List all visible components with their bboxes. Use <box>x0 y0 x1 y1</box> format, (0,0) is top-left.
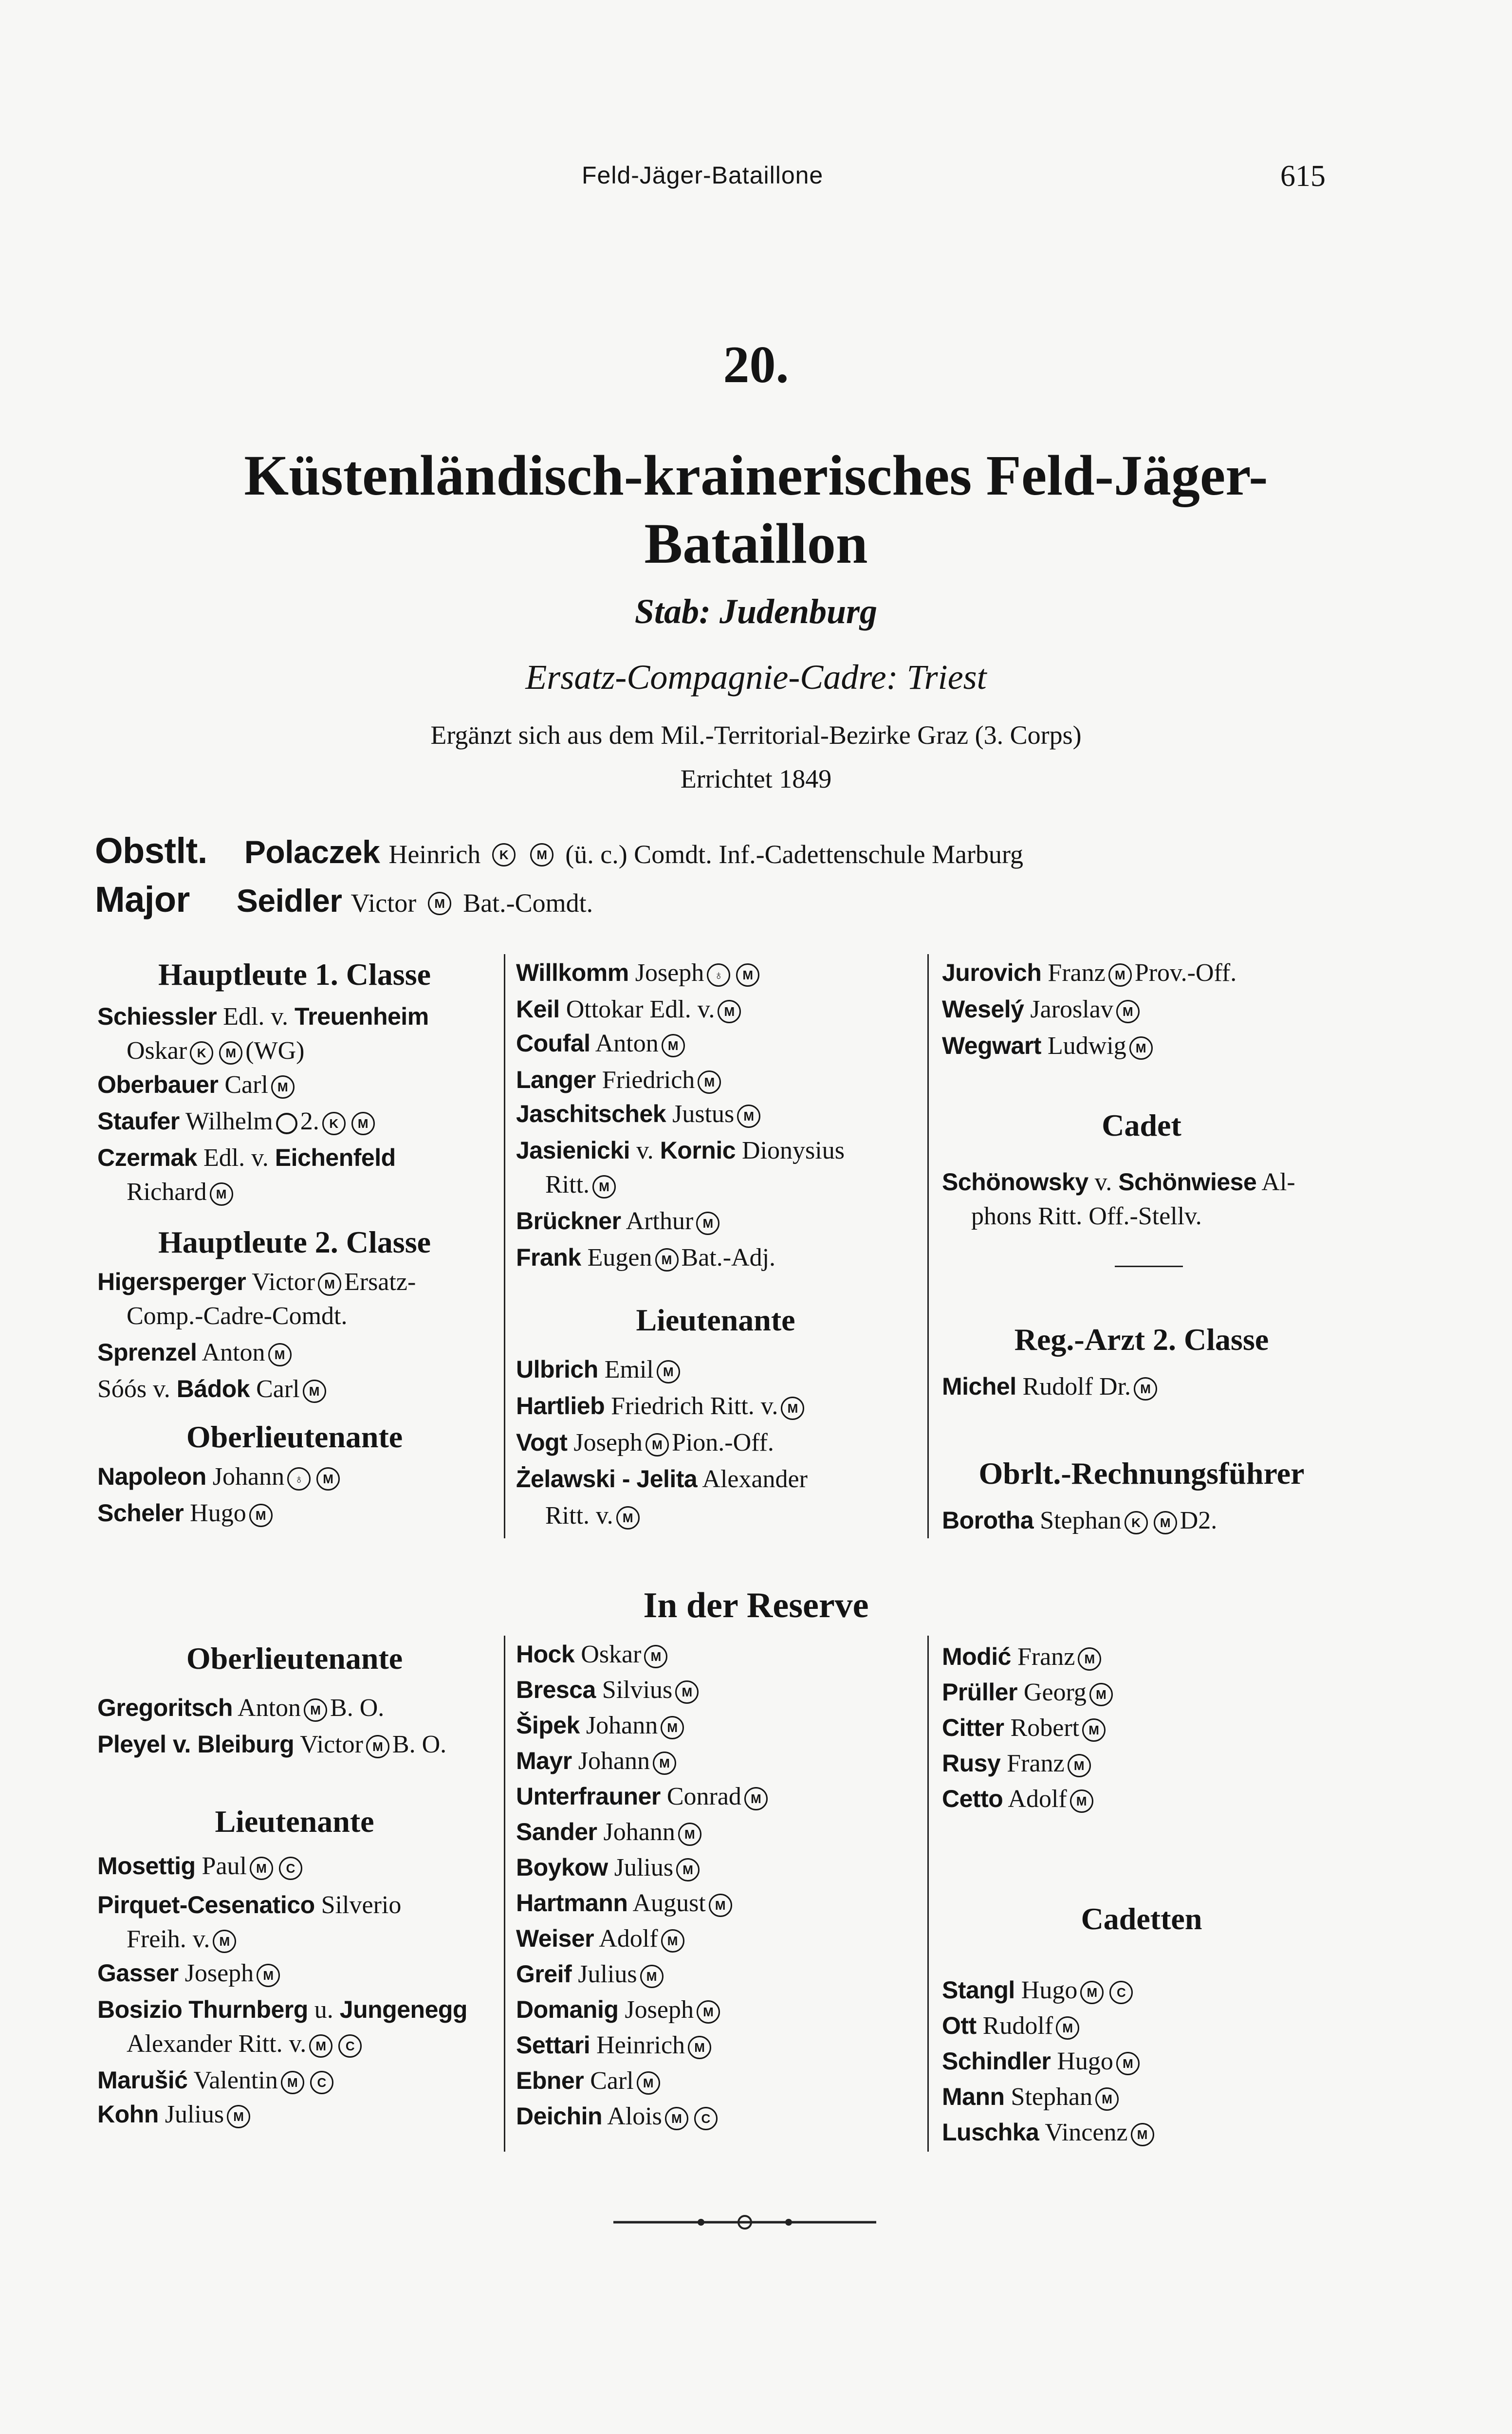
list-item: Pleyel v. Bleiburg Victor M B. O. <box>97 1731 447 1758</box>
ring-decoration-icon <box>276 1113 297 1134</box>
m-mark-icon: M <box>718 1000 741 1023</box>
heading-lieutenante: Lieutenante <box>636 1303 795 1337</box>
list-item: Borotha Stephan K M D2. <box>942 1507 1217 1534</box>
divider <box>1115 1266 1183 1267</box>
obstlt-name: Polaczek <box>244 834 380 870</box>
surname: Boykow <box>516 1854 608 1881</box>
list-item <box>516 1851 702 1884</box>
m-mark-icon: M <box>1116 1000 1140 1023</box>
list-item <box>516 1816 704 1849</box>
surname: Hock <box>516 1641 575 1668</box>
major-name: Seidler <box>236 883 342 919</box>
heading-hauptleute-1: Hauptleute 1. Classe <box>158 957 431 992</box>
given-name: Julius <box>578 1960 637 1988</box>
given-name: Franz <box>1007 1750 1065 1777</box>
m-mark-icon: M <box>1129 1036 1153 1060</box>
list-item: Gasser Joseph M <box>97 1957 283 1990</box>
list-item <box>516 2029 714 2062</box>
m-mark-icon: M <box>709 1894 732 1917</box>
list-item <box>516 2100 720 2133</box>
surname: Rusy <box>942 1750 1001 1777</box>
list-item <box>942 1783 1096 1816</box>
ersatz-line: Ersatz-Compagnie-Cadre: Triest <box>525 658 987 697</box>
list-item: Vogt Joseph M Pion.-Off. <box>516 1429 774 1457</box>
m-mark-icon: M <box>351 1112 375 1135</box>
m-mark-icon: M <box>592 1175 616 1199</box>
given-name: Franz <box>1017 1643 1075 1671</box>
m-mark-icon: M <box>257 1964 280 1987</box>
major-entry: Major Seidler Victor M Bat.-Comdt. <box>95 879 593 920</box>
given-name: Johann <box>578 1747 650 1775</box>
ornament-icon <box>613 2215 876 2230</box>
list-item: Oberbauer Carl M <box>97 1069 297 1102</box>
list-item: Jaschitschek Justus M <box>516 1098 763 1131</box>
surname: Settari <box>516 2031 590 2059</box>
list-item: Willkomm Joseph ♁ M <box>516 957 762 990</box>
m-mark-icon: M <box>653 1752 676 1775</box>
list-item <box>516 1638 670 1671</box>
m-mark-icon: M <box>637 2071 660 2095</box>
m-mark-icon: M <box>665 2107 688 2130</box>
list-item <box>942 1747 1094 1780</box>
list-item <box>516 1958 666 1991</box>
m-mark-icon: M <box>737 1105 760 1128</box>
heading-reg-arzt: Reg.-Arzt 2. Classe <box>1014 1322 1269 1357</box>
obstlt-entry: Obstlt. Polaczek Heinrich K M (ü. c.) Comdt. Inf.-Cadettenschule Marburg <box>95 830 1024 871</box>
m-mark-icon: M <box>616 1506 640 1530</box>
list-item: phons Ritt. Off.-Stellv. <box>971 1202 1202 1230</box>
given-name: Silvius <box>602 1676 673 1704</box>
m-mark-icon: M <box>1070 1789 1093 1813</box>
m-mark-icon: M <box>316 1467 340 1491</box>
m-mark-icon: M <box>678 1823 701 1846</box>
list-item <box>942 2010 1082 2043</box>
m-mark-icon: M <box>303 1380 326 1403</box>
given-name: Julius <box>614 1854 674 1881</box>
m-mark-icon: M <box>657 1360 680 1383</box>
major-rank: Major <box>95 879 190 920</box>
c-mark-icon: C <box>1109 1981 1133 2004</box>
list-item: Pirquet-Cesenatico Silverio <box>97 1891 402 1919</box>
surname: Mayr <box>516 1747 572 1774</box>
list-item: Alexander Ritt. v. M C <box>97 2028 365 2061</box>
column-rule <box>927 954 929 1538</box>
given-name: Georg <box>1023 1678 1087 1706</box>
list-item <box>942 1676 1116 1709</box>
m-mark-icon: M <box>736 963 759 987</box>
surname: Prüller <box>942 1678 1017 1706</box>
given-name: Adolf <box>1008 1785 1067 1813</box>
list-item <box>942 1974 1136 2007</box>
m-mark-icon: M <box>696 1212 719 1235</box>
given-name: August <box>632 1889 706 1917</box>
m-mark-icon: M <box>227 2105 250 2128</box>
m-mark-icon: M <box>662 1034 685 1057</box>
list-item <box>942 1641 1104 1674</box>
m-mark-icon: M <box>428 892 451 915</box>
k-mark-icon: K <box>190 1041 213 1065</box>
given-name: Stephan <box>1011 2083 1093 2111</box>
m-mark-icon: M <box>1078 1647 1101 1671</box>
battalion-title-line2: Bataillon <box>644 512 868 575</box>
surname: Greif <box>516 1960 572 1988</box>
list-item: Weselý Jaroslav M <box>942 993 1143 1026</box>
surname: Weiser <box>516 1925 594 1952</box>
list-item: Frank Eugen M Bat.-Adj. <box>516 1244 776 1272</box>
m-mark-icon: M <box>655 1248 679 1272</box>
surname: Luschka <box>942 2119 1039 2146</box>
m-mark-icon: M <box>1154 1511 1177 1534</box>
m-mark-icon: M <box>210 1182 233 1206</box>
m-mark-icon: M <box>281 2071 304 2094</box>
m-mark-icon: M <box>530 843 553 867</box>
m-mark-icon: M <box>661 1716 684 1739</box>
errichtet-line: Errichtet 1849 <box>680 764 832 793</box>
given-name: Johann <box>586 1712 658 1739</box>
heading-oberlieutenante: Oberlieutenante <box>186 1420 403 1454</box>
heading-res-lieutenante: Lieutenante <box>215 1804 374 1839</box>
m-mark-icon: M <box>661 1929 684 1953</box>
given-name: Robert <box>1010 1714 1080 1742</box>
given-name: Johann <box>603 1818 675 1846</box>
m-mark-icon: M <box>268 1343 292 1366</box>
m-mark-icon: M <box>366 1735 389 1758</box>
list-item: Staufer Wilhelm 2. K M <box>97 1105 378 1138</box>
list-item: Keil Ottokar Edl. v. M <box>516 993 744 1026</box>
c-mark-icon: C <box>694 2107 718 2130</box>
surname: Cetto <box>942 1785 1003 1812</box>
given-name: Joseph <box>625 1996 694 2024</box>
list-item <box>516 1887 735 1920</box>
surname: Deichin <box>516 2102 603 2130</box>
list-item: Hartlieb Friedrich Ritt. v. M <box>516 1390 807 1423</box>
surname: Hartmann <box>516 1889 628 1917</box>
heading-res-oberlieutenante: Oberlieutenante <box>186 1641 403 1676</box>
surname: Domanig <box>516 1996 619 2023</box>
list-item <box>516 1674 701 1707</box>
list-item: Wegwart Ludwig M <box>942 1030 1156 1063</box>
given-name: Alois <box>607 2102 662 2130</box>
given-name: Heinrich <box>596 2031 685 2059</box>
m-mark-icon: M <box>640 1965 664 1988</box>
list-item <box>516 1709 687 1742</box>
m-mark-icon: M <box>1068 1754 1091 1777</box>
m-mark-icon: M <box>1108 963 1132 987</box>
surname: Šipek <box>516 1712 580 1739</box>
list-item: Mosettig Paul M C <box>97 1850 305 1883</box>
m-mark-icon: M <box>1095 2087 1119 2111</box>
m-mark-icon: M <box>249 1504 273 1527</box>
list-item: Ritt. M <box>516 1168 619 1201</box>
m-mark-icon: M <box>1056 2016 1079 2040</box>
list-item: Schiessler Edl. v. Treuenheim <box>97 1003 429 1031</box>
m-mark-icon: M <box>675 1680 699 1704</box>
list-item <box>942 2081 1122 2114</box>
list-item <box>516 1780 771 1813</box>
c-mark-icon: C <box>338 2034 362 2058</box>
surname: Modić <box>942 1643 1011 1670</box>
list-item <box>516 1922 687 1955</box>
m-mark-icon: M <box>644 1645 667 1668</box>
list-item: Richard M <box>97 1176 236 1209</box>
given-name: Rudolf <box>982 2012 1053 2040</box>
surname: Stangl <box>942 1976 1015 2004</box>
list-item: Bosizio Thurnberg u. Jungenegg <box>97 1996 467 2024</box>
ergaenzt-line: Ergänzt sich aus dem Mil.-Territorial-Bezirke Graz (3. Corps) <box>430 720 1082 750</box>
list-item <box>516 1993 723 2027</box>
list-item: Czermak Edl. v. Eichenfeld <box>97 1144 396 1172</box>
battalion-title-line1: Küstenländisch-krainerisches Feld-Jäger- <box>244 443 1268 507</box>
m-mark-icon: M <box>697 2000 720 2024</box>
battalion-number: 20. <box>723 336 789 394</box>
given-name: Adolf <box>599 1925 658 1953</box>
column-rule <box>927 1636 929 2152</box>
surname: Mann <box>942 2083 1005 2110</box>
surname: Schindler <box>942 2047 1051 2075</box>
surname: Unterfrauner <box>516 1783 661 1810</box>
list-item: Napoleon Johann ♁ M <box>97 1460 343 1494</box>
m-mark-icon: M <box>219 1041 242 1065</box>
given-name: Vincenz <box>1045 2119 1128 2146</box>
running-title: Feld-Jäger-Bataillone <box>582 162 824 189</box>
list-item: Ulbrich Emil M <box>516 1353 683 1386</box>
order-mark-icon: ♁ <box>707 963 730 987</box>
m-mark-icon: M <box>781 1397 804 1420</box>
list-item <box>942 2045 1143 2078</box>
list-item: Oskar K M (WG) <box>127 1037 305 1065</box>
surname: Bresca <box>516 1676 596 1703</box>
given-name: Carl <box>590 2067 634 2095</box>
stab-line: Stab: Judenburg <box>634 592 878 631</box>
k-mark-icon: K <box>492 843 516 867</box>
list-item: Michel Rudolf Dr. M <box>942 1370 1160 1403</box>
list-item: Higersperger Victor M Ersatz- <box>97 1268 416 1296</box>
m-mark-icon: M <box>318 1272 341 1296</box>
m-mark-icon: M <box>271 1075 295 1099</box>
c-mark-icon: C <box>310 2071 333 2094</box>
heading-cadetten: Cadetten <box>1081 1901 1202 1936</box>
list-item: Żelawski - Jelita Alexander <box>516 1465 808 1493</box>
m-mark-icon: M <box>1082 1718 1106 1742</box>
m-mark-icon: M <box>1089 1683 1113 1706</box>
k-mark-icon: K <box>1125 1511 1148 1534</box>
given-name: Hugo <box>1021 1976 1078 2004</box>
surname: Ebner <box>516 2067 584 2094</box>
surname: Sander <box>516 1818 597 1845</box>
m-mark-icon: M <box>1080 1981 1104 2004</box>
list-item: Langer Friedrich M <box>516 1064 724 1097</box>
list-item: Comp.-Cadre-Comdt. <box>127 1302 348 1330</box>
heading-reserve: In der Reserve <box>643 1586 869 1625</box>
m-mark-icon: M <box>1116 2052 1140 2075</box>
heading-rechnungsfuehrer: Obrlt.-Rechnungsführer <box>978 1456 1305 1491</box>
list-item: Jurovich Franz M Prov.-Off. <box>942 959 1237 987</box>
m-mark-icon: M <box>213 1930 236 1953</box>
column-rule <box>504 954 505 1538</box>
list-item: Sprenzel Anton M <box>97 1336 295 1369</box>
list-item: Scheler Hugo M <box>97 1497 276 1530</box>
heading-hauptleute-2: Hauptleute 2. Classe <box>158 1225 431 1259</box>
m-mark-icon: M <box>309 2034 332 2058</box>
list-item: Coufal Anton M <box>516 1027 688 1060</box>
m-mark-icon: M <box>1134 1377 1157 1401</box>
list-item <box>942 1712 1108 1745</box>
list-item: Brückner Arthur M <box>516 1205 722 1238</box>
list-item <box>516 2065 663 2098</box>
list-item: Freih. v. M <box>97 1923 239 1956</box>
k-mark-icon: K <box>322 1112 346 1135</box>
given-name: Hugo <box>1057 2047 1113 2075</box>
m-mark-icon: M <box>645 1433 669 1457</box>
heading-cadet: Cadet <box>1102 1108 1181 1143</box>
list-item: Gregoritsch Anton M B. O. <box>97 1694 385 1722</box>
list-item: Marušić Valentin M C <box>97 2064 336 2097</box>
list-item <box>516 1745 679 1778</box>
m-mark-icon: M <box>688 2036 711 2059</box>
page-number: 615 <box>1280 160 1326 193</box>
list-item: Schönowsky v. Schönwiese Al- <box>942 1168 1295 1196</box>
list-item <box>942 2116 1157 2149</box>
end-ornament <box>613 2205 876 2220</box>
list-item: Sóós v. Bádok Carl M <box>97 1373 329 1406</box>
surname: Ott <box>942 2012 977 2039</box>
given-name: Conrad <box>666 1783 741 1810</box>
m-mark-icon: M <box>250 1857 273 1880</box>
order-mark-icon: ♁ <box>287 1467 311 1491</box>
surname: Citter <box>942 1714 1004 1741</box>
c-mark-icon: C <box>279 1857 302 1880</box>
given-name: Oskar <box>581 1641 642 1668</box>
obstlt-rank: Obstlt. <box>95 830 207 871</box>
column-rule <box>504 1636 505 2152</box>
m-mark-icon: M <box>304 1698 327 1722</box>
m-mark-icon: M <box>676 1858 700 1881</box>
list-item: Jasienicki v. Kornic Dionysius <box>516 1137 845 1164</box>
list-item: Ritt. v. M <box>516 1499 643 1532</box>
m-mark-icon: M <box>698 1070 721 1094</box>
list-item: Kohn Julius M <box>97 2098 253 2131</box>
m-mark-icon: M <box>1131 2123 1154 2146</box>
m-mark-icon: M <box>744 1787 768 1810</box>
